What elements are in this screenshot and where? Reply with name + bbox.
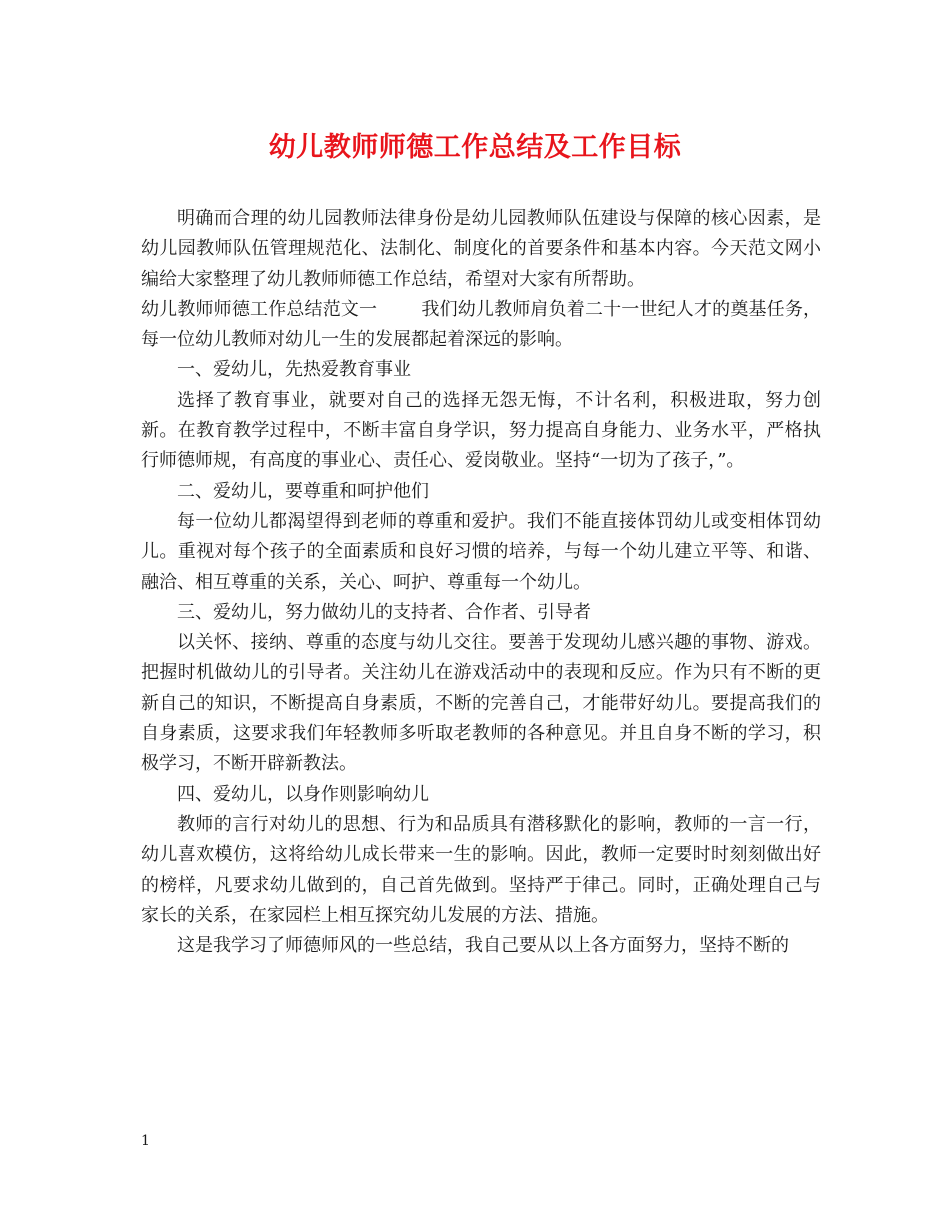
section-paragraph-1: 选择了教育事业，就要对自己的选择无怨无悔，不计名利，积极进取，努力创新。在教育教学过程中，不断丰富自身学识，努力提高自身能力、业务水平，严格执行师德师规，有高度的事业心、责任心、爱岗敬业。坚持“一切为了孩子，”。 — [141, 389, 821, 472]
closing-paragraph: 这是我学习了师德师风的一些总结，我自己要从以上各方面努力，坚持不断的 — [177, 935, 789, 957]
section-heading-1: 一、爱幼儿，先热爱教育事业 — [177, 359, 411, 381]
section-paragraph-2: 每一位幼儿都渴望得到老师的尊重和爱护。我们不能直接体罚幼儿或变相体罚幼儿。重视对每个孩子的全面素质和良好习惯的培养，与每一个幼儿建立平等、和谐、融洽、相互尊重的关系，关心、呵护、尊重每一个幼儿。 — [141, 510, 821, 593]
section-paragraph-3: 以关怀、接纳、尊重的态度与幼儿交往。要善于发现幼儿感兴趣的事物、游戏。把握时机做幼儿的引导者。关注幼儿在游戏活动中的表现和反应。作为只有不断的更新自己的知识，不断提高自身素质，不断的完善自己，才能带好幼儿。要提高我们的自身素质，这要求我们年轻教师多听取老教师的各种意见。并且自身不断的学习，积极学习，不断开辟新教法。 — [141, 632, 821, 775]
section-paragraph-4: 教师的言行对幼儿的思想、行为和品质具有潜移默化的影响，教师的一言一行，幼儿喜欢模仿，这将给幼儿成长带来一生的影响。因此，教师一定要时时刻刻做出好的榜样，凡要求幼儿做到的，自己首先做到。坚持严于律己。同时，正确处理自己与家长的关系，在家园栏上相互探究幼儿发展的方法、措施。 — [141, 813, 821, 926]
section-heading-3: 三、爱幼儿，努力做幼儿的支持者、合作者、引导者 — [177, 601, 591, 623]
sample-paragraph — [141, 295, 821, 356]
sample-heading: 幼儿教师师德工作总结范文一 — [141, 298, 378, 320]
document-title: 幼儿教师师德工作总结及工作目标 — [268, 132, 682, 163]
intro-paragraph: 明确而合理的幼儿园教师法律身份是幼儿园教师队伍建设与保障的核心因素，是幼儿园教师队伍管理规范化、法制化、制度化的首要条件和基本内容。今天范文网小编给大家整理了幼儿教师师德工作总结，希望对大家有所帮助。 — [141, 208, 821, 290]
section-heading-4: 四、爱幼儿，以身作则影响幼儿 — [177, 783, 429, 805]
page-number: 1 — [141, 1133, 150, 1149]
section-heading-2: 二、爱幼儿，要尊重和呵护他们 — [177, 480, 429, 502]
document-body — [141, 204, 821, 961]
sample-intro: 我们幼儿教师肩负着二十一世纪人才的奠基任务，每一位幼儿教师对幼儿一生的发展都起着深远的影响。 — [141, 298, 822, 351]
